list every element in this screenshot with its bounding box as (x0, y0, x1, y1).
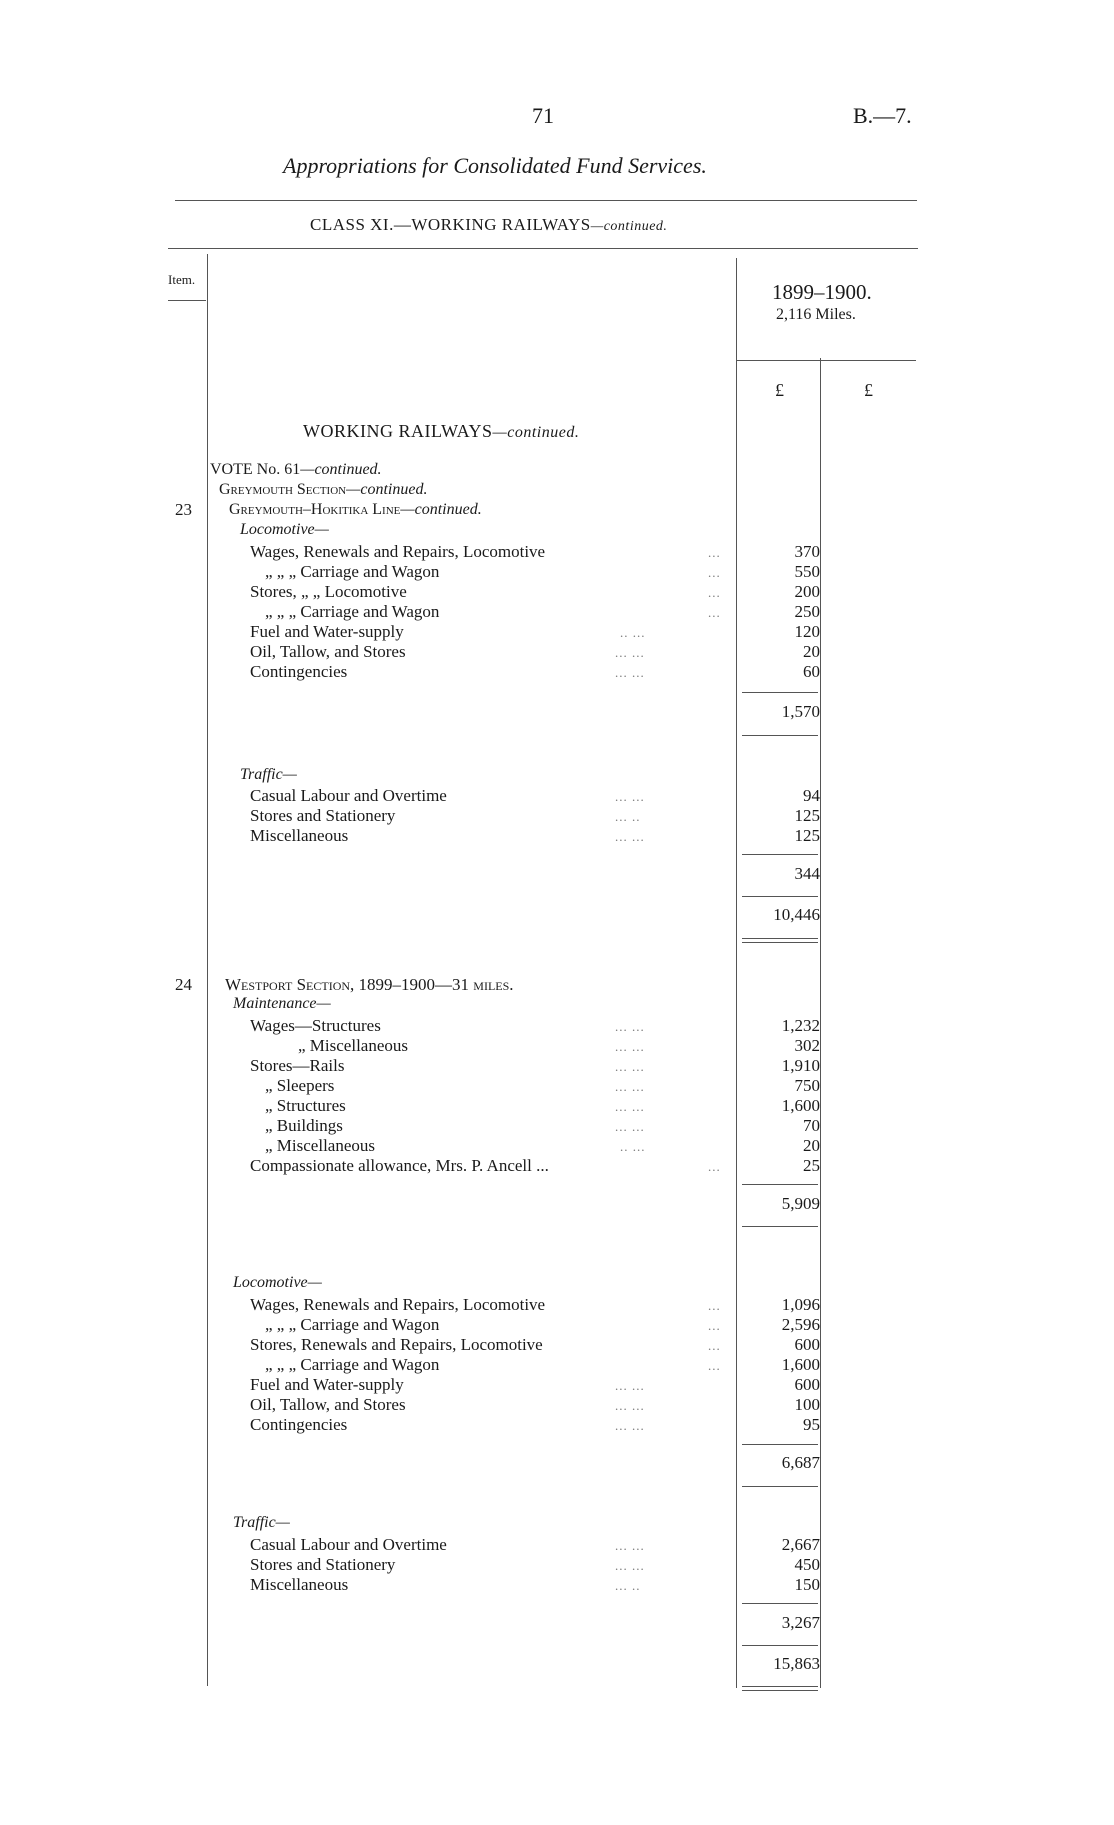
class-heading-continued: —continued. (590, 219, 668, 234)
item24-maint-subtotal-underline (742, 1226, 818, 1227)
item24-loco-row-3-label: Stores, Renewals and Repairs, Locomotive (250, 1335, 543, 1354)
item24-maint-row-1-amount: 1,232 (781, 1016, 820, 1035)
item24-maintenance-heading: Maintenance— (233, 995, 331, 1012)
item23-loco-subtotal-underline (742, 735, 818, 736)
amount-column-middle (820, 358, 821, 1688)
item24-maint-row-8-label: Compassionate allowance, Mrs. P. Ancell ... (250, 1156, 549, 1175)
item23-traffic-subtotal-rule (742, 854, 818, 855)
item23-loco-row-1-label: Wages, Renewals and Repairs, Locomotive (250, 542, 546, 561)
item23-loco-row-6-label: Oil, Tallow, and Stores (250, 642, 406, 661)
item23-loco-row-6-amount: 20 (803, 642, 820, 661)
item24-loco-row-4-amount: 1,600 (781, 1355, 820, 1374)
item23-loco-subtotal-rule (742, 692, 818, 693)
item24-maint-row-2-amount: 302 (794, 1036, 820, 1055)
item24-maint-row-4-amount: 750 (794, 1076, 820, 1095)
item23-traffic-row-2-dots: ... .. (615, 809, 641, 824)
pound-symbol-2: £ (864, 380, 873, 400)
item23-grand-total-underline-1 (742, 938, 818, 939)
item24-loco-row-6-dots: ... ... (615, 1398, 645, 1413)
item24-grand-total-underline-2 (742, 1690, 818, 1691)
item23-traffic-row-1-dots: ... ... (615, 789, 645, 804)
item23-loco-row-3-label: Stores, „ „ Locomotive (250, 582, 407, 601)
amount-column-left (736, 258, 737, 1688)
pound-symbol-1: £ (775, 380, 784, 400)
item24-maint-subtotal-rule (742, 1184, 818, 1185)
item24-maint-row-5-amount: 1,600 (781, 1096, 820, 1115)
item-number-23: 23 (175, 500, 192, 519)
working-railways-heading (303, 421, 579, 442)
item24-maint-row-6-label: „ Buildings (265, 1116, 343, 1135)
item-column-header: Item. (168, 272, 196, 287)
page-number: 71 (532, 103, 554, 128)
item23-loco-row-5-amount: 120 (794, 622, 820, 641)
class-heading-main: CLASS XI.—WORKING RAILWAYS (310, 215, 591, 234)
item23-loco-row-6-dots: ... ... (615, 645, 645, 660)
item24-traffic-row-1-label: Casual Labour and Overtime (250, 1535, 447, 1554)
item23-loco-row-3-dots: ... (708, 585, 721, 600)
item24-maint-row-5-label: „ Structures (265, 1096, 346, 1115)
item23-loco-row-3-amount: 200 (794, 582, 820, 601)
item24-grand-total-rule (742, 1645, 818, 1646)
item23-loco-row-4-amount: 250 (794, 602, 820, 621)
item23-traffic-heading: Traffic— (240, 766, 297, 783)
item23-loco-row-5-dots: .. ... (620, 625, 646, 640)
item24-loco-row-6-label: Oil, Tallow, and Stores (250, 1395, 406, 1414)
vote-main: VOTE No. 61 (210, 461, 301, 478)
item24-maint-subtotal: 5,909 (781, 1194, 820, 1213)
item24-traffic-subtotal: 3,267 (781, 1613, 820, 1632)
item24-loco-subtotal-rule (742, 1444, 818, 1445)
item23-loco-row-1-dots: ... (708, 545, 721, 560)
item24-heading: Westport Section, 1899–1900—31 miles. (225, 975, 514, 994)
item23-loco-row-2-amount: 550 (794, 562, 820, 581)
item24-loco-row-1-label: Wages, Renewals and Repairs, Locomotive (250, 1295, 546, 1314)
item24-maint-row-6-amount: 70 (803, 1116, 820, 1135)
item23-grand-total-rule (742, 896, 818, 897)
item23-loco-row-1-amount: 370 (794, 542, 820, 561)
item24-loco-row-5-label: Fuel and Water-supply (250, 1375, 404, 1394)
item24-maint-row-3-label: Stores—Rails (250, 1056, 345, 1075)
item24-maint-row-2-label: „ Miscellaneous (298, 1036, 408, 1055)
item23-traffic-row-3-dots: ... ... (615, 829, 645, 844)
item23-loco-row-4-label: „ „ „ Carriage and Wagon (265, 602, 440, 621)
item24-loco-row-3-amount: 600 (794, 1335, 820, 1354)
table-top-rule (168, 248, 918, 249)
item24-maint-row-8-amount: 25 (803, 1156, 820, 1175)
item24-maint-row-4-dots: ... ... (615, 1079, 645, 1094)
item23-traffic-row-3-amount: 125 (794, 826, 820, 845)
item24-maint-row-8-dots: ... (708, 1159, 721, 1174)
item23-grand-total-underline-2 (742, 942, 818, 943)
item24-loco-row-5-dots: ... ... (615, 1378, 645, 1393)
item24-loco-subtotal-underline (742, 1486, 818, 1487)
working-railways-main: WORKING RAILWAYS (303, 421, 493, 441)
item24-loco-row-1-dots: ... (708, 1298, 721, 1313)
item24-loco-row-4-dots: ... (708, 1358, 721, 1373)
amount-header-rule (736, 360, 916, 361)
item24-traffic-row-2-amount: 450 (794, 1555, 820, 1574)
item23-loco-row-4-dots: ... (708, 605, 721, 620)
miles-column-header: 2,116 Miles. (776, 306, 856, 323)
item23-traffic-row-2-label: Stores and Stationery (250, 806, 396, 825)
item24-loco-row-2-dots: ... (708, 1318, 721, 1333)
vote-continued: —continued. (300, 461, 382, 478)
item24-traffic-row-1-dots: ... ... (615, 1538, 645, 1553)
item23-loco-row-7-dots: ... ... (615, 665, 645, 680)
item23-traffic-row-1-amount: 94 (803, 786, 820, 805)
item24-maint-row-1-label: Wages—Structures (250, 1016, 381, 1035)
item24-loco-row-1-amount: 1,096 (781, 1295, 820, 1314)
item23-traffic-row-3-label: Miscellaneous (250, 826, 349, 845)
item24-loco-subtotal: 6,687 (781, 1453, 820, 1472)
item24-maint-row-2-dots: ... ... (615, 1039, 645, 1054)
item23-loco-row-2-label: „ „ „ Carriage and Wagon (265, 562, 440, 581)
item23-traffic-row-1-label: Casual Labour and Overtime (250, 786, 447, 805)
working-railways-continued: —continued. (492, 424, 580, 441)
item23-loco-row-5-label: Fuel and Water-supply (250, 622, 404, 641)
item24-traffic-row-1-amount: 2,667 (781, 1535, 820, 1554)
line-heading (229, 501, 482, 519)
vote-heading (210, 461, 382, 479)
item24-loco-row-6-amount: 100 (794, 1395, 820, 1414)
item24-maint-row-1-dots: ... ... (615, 1019, 645, 1034)
item24-maint-row-3-dots: ... ... (615, 1059, 645, 1074)
item24-loco-row-7-amount: 95 (803, 1415, 820, 1434)
item24-grand-total-underline-1 (742, 1686, 818, 1687)
item23-loco-row-7-label: Contingencies (250, 662, 348, 681)
item24-maint-row-5-dots: ... ... (615, 1099, 645, 1114)
document-reference: B.—7. (853, 103, 912, 128)
item23-locomotive-heading: Locomotive— (240, 521, 329, 538)
class-heading (310, 215, 667, 235)
item23-loco-row-2-dots: ... (708, 565, 721, 580)
item24-traffic-row-2-label: Stores and Stationery (250, 1555, 396, 1574)
greymouth-continued: —continued. (346, 481, 428, 498)
item24-loco-row-7-label: Contingencies (250, 1415, 348, 1434)
item23-traffic-row-2-amount: 125 (794, 806, 820, 825)
greymouth-main: Greymouth Section (219, 481, 347, 498)
item24-loco-row-3-dots: ... (708, 1338, 721, 1353)
item24-traffic-row-3-amount: 150 (794, 1575, 820, 1594)
item-number-24: 24 (175, 975, 192, 994)
line-main: Greymouth–Hokitika Line (229, 501, 401, 518)
item24-grand-total: 15,863 (773, 1654, 820, 1673)
item24-loco-row-2-label: „ „ „ Carriage and Wagon (265, 1315, 440, 1334)
item24-locomotive-heading: Locomotive— (233, 1274, 322, 1291)
item24-maint-row-7-amount: 20 (803, 1136, 820, 1155)
item24-maint-row-7-dots: .. ... (620, 1139, 646, 1154)
item24-traffic-row-3-dots: ... .. (615, 1578, 641, 1593)
item24-maint-row-6-dots: ... ... (615, 1119, 645, 1134)
item24-traffic-row-2-dots: ... ... (615, 1558, 645, 1573)
item24-maint-row-7-label: „ Miscellaneous (265, 1136, 375, 1155)
item-column-divider (207, 254, 208, 1686)
page-title: Appropriations for Consolidated Fund Services. (283, 153, 707, 178)
line-continued: —continued. (400, 501, 482, 518)
item23-loco-subtotal: 1,570 (781, 702, 820, 721)
year-column-header: 1899–1900. (772, 280, 872, 304)
item24-traffic-heading: Traffic— (233, 1514, 290, 1531)
greymouth-section-heading (219, 481, 427, 499)
item24-loco-row-5-amount: 600 (794, 1375, 820, 1394)
title-rule (175, 200, 917, 201)
item24-traffic-subtotal-rule (742, 1603, 818, 1604)
item24-traffic-row-3-label: Miscellaneous (250, 1575, 349, 1594)
item24-maint-row-3-amount: 1,910 (781, 1056, 820, 1075)
item-header-rule (168, 300, 206, 301)
item24-loco-row-4-label: „ „ „ Carriage and Wagon (265, 1355, 440, 1374)
item24-loco-row-2-amount: 2,596 (781, 1315, 820, 1334)
item24-maint-row-4-label: „ Sleepers (265, 1076, 335, 1095)
item24-loco-row-7-dots: ... ... (615, 1418, 645, 1433)
item23-grand-total: 10,446 (773, 905, 820, 924)
item23-traffic-subtotal: 344 (794, 864, 820, 883)
item23-loco-row-7-amount: 60 (803, 662, 820, 681)
